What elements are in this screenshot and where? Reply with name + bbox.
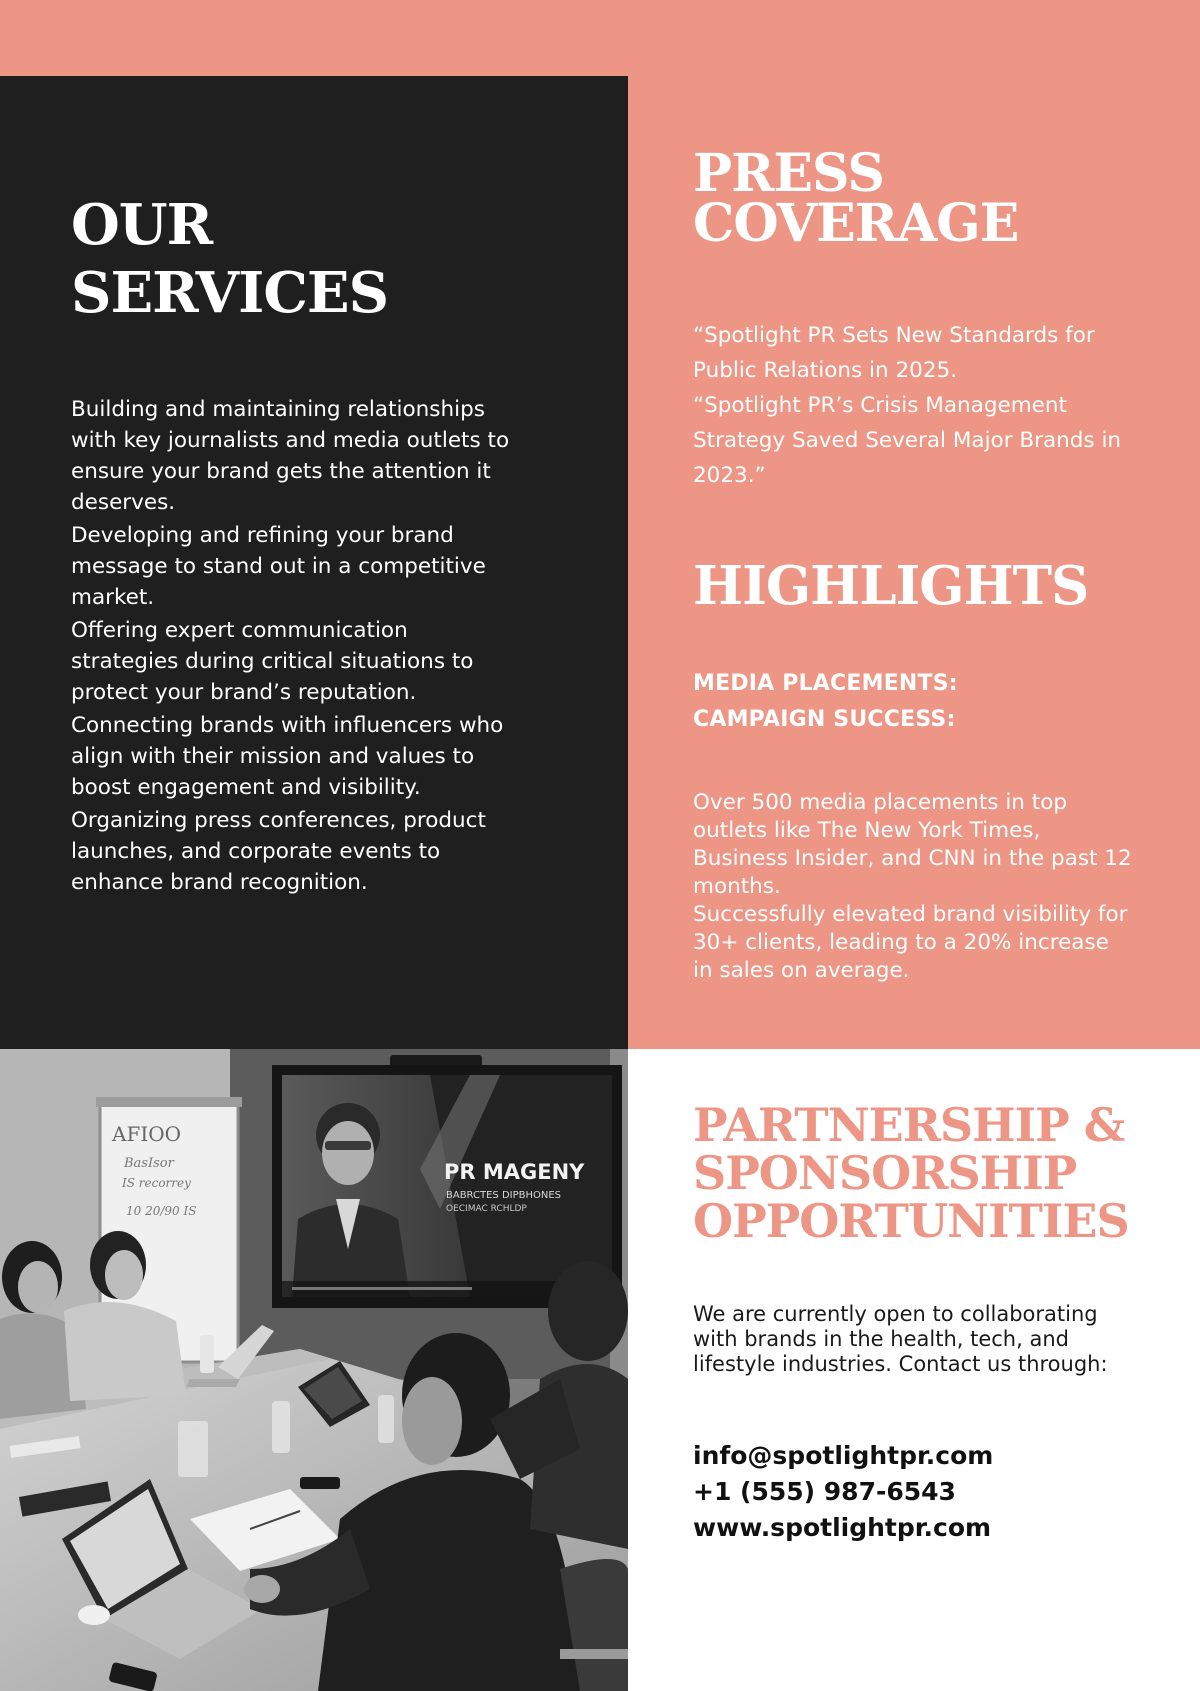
press-quote: “Spotlight PR’s Crisis Management Strategy Saved Several Major Brands in 2023.” — [693, 393, 1122, 488]
service-item: Developing and refining your brand message to stand out in a competitive market. — [71, 523, 486, 610]
highlight-text: Successfully elevated brand visibility for 30+ clients, leading to a 20% increase in sales on average. — [693, 902, 1128, 983]
partnership-title: PARTNERSHIP & SPONSORSHIP OPPORTUNITIES — [693, 1098, 1129, 1248]
services-list — [71, 394, 521, 900]
partnership-body: We are currently open to collaborating with brands in the health, tech, and lifestyle industries. Contact us through: — [693, 1302, 1108, 1376]
services-title: OUR SERVICES — [71, 192, 389, 326]
contact-email[interactable]: info@spotlightpr.com — [693, 1441, 994, 1470]
service-item: Building and maintaining relationships with key journalists and media outlets to ensure your brand gets the attention it deserves. — [71, 397, 510, 515]
partnership-panel — [628, 1049, 1200, 1691]
highlight-label: CAMPAIGN SUCCESS: — [693, 707, 956, 732]
highlights-title: HIGHLIGHTS — [693, 555, 1089, 617]
whiteboard-text: AFIOO — [112, 1122, 182, 1146]
meeting-room-photo — [0, 1049, 628, 1691]
contact-list — [693, 1438, 993, 1546]
service-item: Offering expert communication strategies during critical situations to protect your brand’s reputation. — [71, 618, 474, 705]
press-quotes — [693, 318, 1133, 493]
screen-subtitle: OECIMAC RCHLDP — [446, 1204, 527, 1214]
press-quote: “Spotlight PR Sets New Standards for Public Relations in 2025. — [693, 323, 1095, 383]
highlight-texts — [693, 789, 1133, 985]
highlight-text: Over 500 media placements in top outlets like The New York Times, Business Insider, and CNN in the past 12 months. — [693, 790, 1132, 899]
services-panel — [0, 76, 628, 1049]
top-accent-band — [0, 0, 1200, 76]
service-item: Connecting brands with influencers who align with their mission and values to boost engagement and visibility. — [71, 713, 504, 800]
screen-title: PR MAGENY — [444, 1160, 585, 1184]
highlight-label: MEDIA PLACEMENTS: — [693, 671, 958, 696]
whiteboard-text: BasIsor — [124, 1156, 174, 1171]
contact-website[interactable]: www.spotlightpr.com — [693, 1513, 992, 1542]
press-panel — [628, 76, 1200, 1049]
whiteboard-text: 10 20/90 IS — [126, 1204, 197, 1218]
press-coverage-title: PRESS COVERAGE — [693, 143, 1019, 254]
highlight-labels — [693, 666, 958, 738]
screen-subtitle: BABRCTES DIPBHONES — [446, 1190, 562, 1201]
whiteboard-text: IS recorrey — [122, 1176, 191, 1190]
service-item: Organizing press conferences, product launches, and corporate events to enhance brand recognition. — [71, 808, 486, 895]
meeting-room-photo-illustration — [0, 1049, 628, 1691]
contact-phone[interactable]: +1 (555) 987-6543 — [693, 1477, 956, 1506]
